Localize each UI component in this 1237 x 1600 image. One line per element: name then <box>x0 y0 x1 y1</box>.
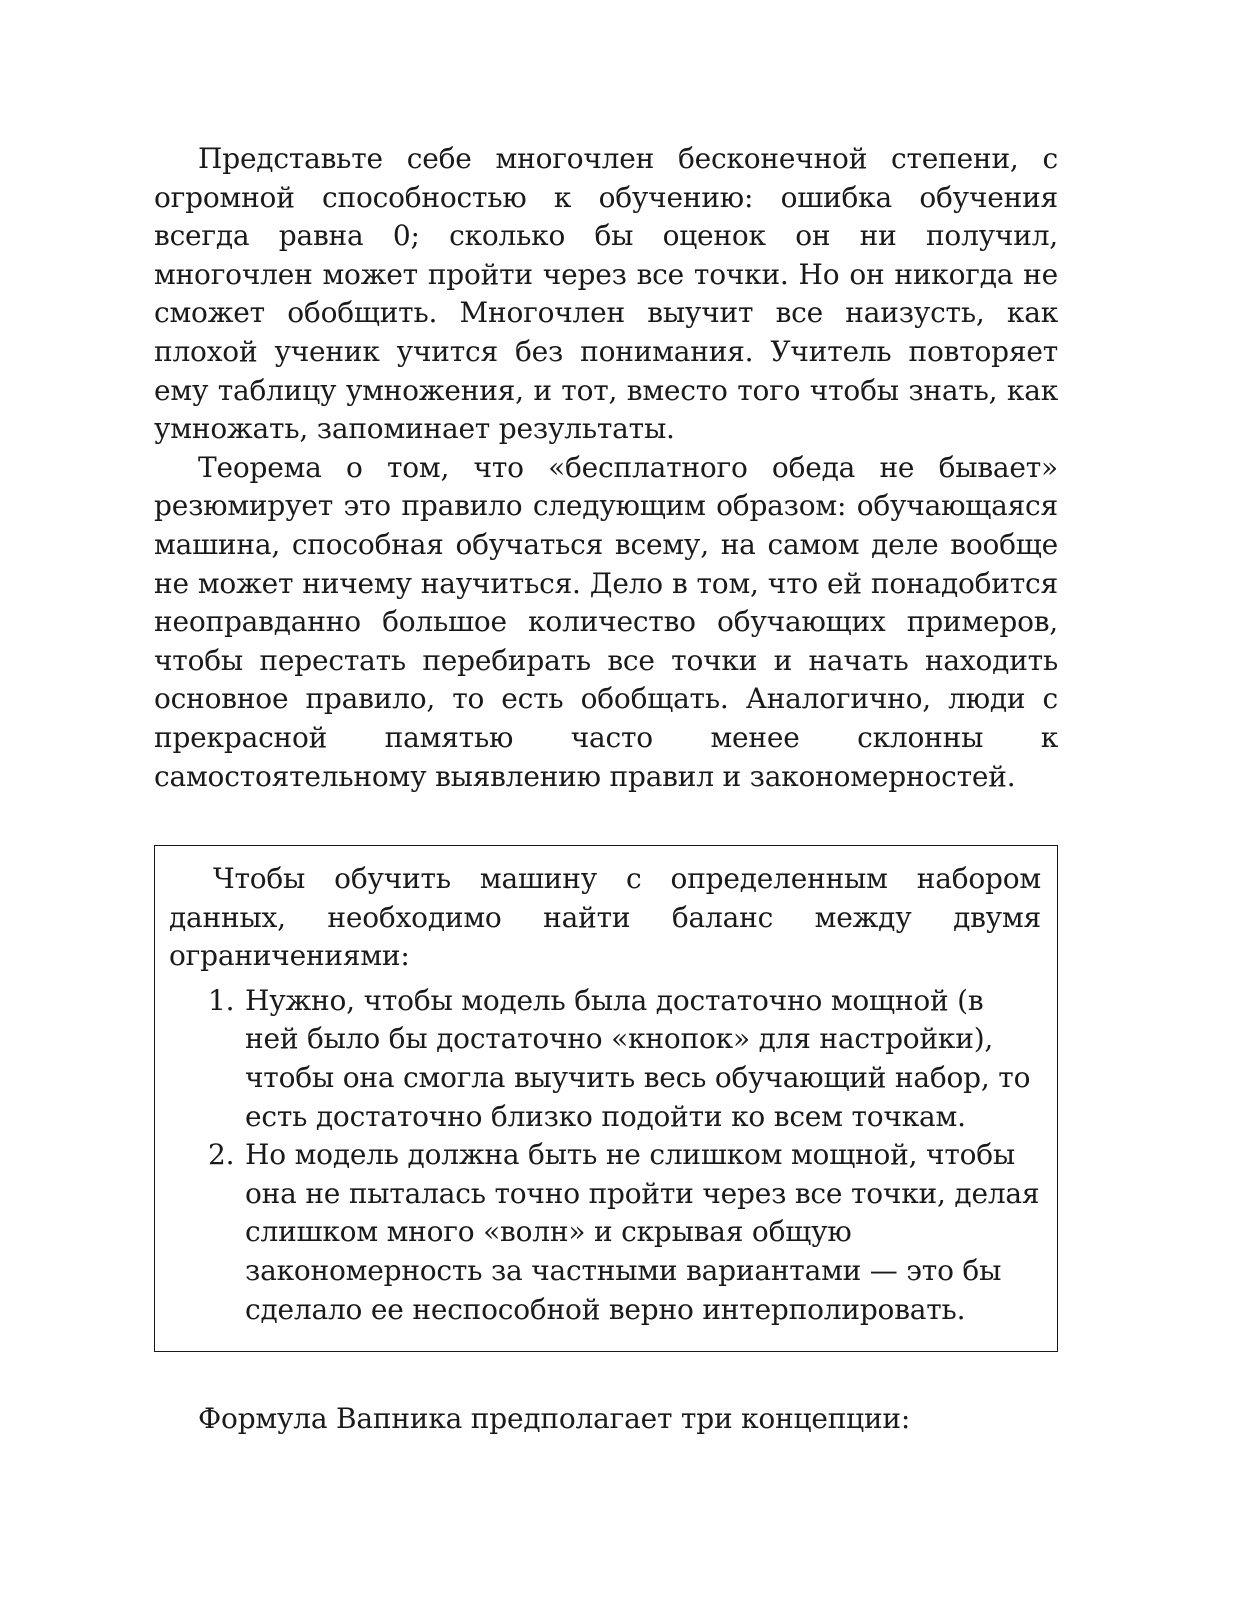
page-content <box>154 140 1058 1439</box>
constraints-list <box>169 982 1041 1329</box>
body-paragraph-2: Теорема о том, что «бесплатного обеда не бывает» резюмирует это правило следующим образом: обучающаяся машина, способная обучаться всему, на самом деле вообще не может ничему научиться. Дело в том, что ей понадобится неоправданно большое количество обучающих примеров, чтобы перестать перебирать все точки и начать находить основное правило, то есть обобщать. Аналогично, люди с прекрасной памятью часто менее склонны к самостоятельному выявлению правил и закономерностей. <box>154 450 1058 793</box>
list-item-2: 2. Но модель должна быть не слишком мощной, чтобы она не пыталась точно пройти через все точки, делая слишком много «волн» и скрывая общую закономерность за частными вариантами — это бы сделало ее неспособной верно интерполировать. <box>243 1136 1041 1329</box>
body-paragraph-1: Представьте себе многочлен бесконечной степени, с огромной способностью к обучению: ошибка обучения всегда равна 0; сколько бы оценок он ни получил, многочлен может пройти через все точки. Но он никогда не сможет обобщить. Многочлен выучит все наизусть, как плохой ученик учится без понимания. Учитель повторяет ему таблицу умножения, и тот, вместо того чтобы знать, как умножать, запоминает результаты. <box>154 142 1058 446</box>
list-item-1: 1. Нужно, чтобы модель была достаточно мощной (в ней было бы достаточно «кнопок» для настройки), чтобы она смогла выучить весь обучающий набор, то есть достаточно близко подойти ко всем точкам. <box>243 982 1041 1136</box>
closing-paragraph: Формула Вапника предполагает три концепции: <box>198 1402 911 1436</box>
box-intro-text: Чтобы обучить машину с определенным набором данных, необходимо найти баланс между двумя ограничениями: <box>169 862 1041 973</box>
key-points-box <box>154 845 1058 1352</box>
